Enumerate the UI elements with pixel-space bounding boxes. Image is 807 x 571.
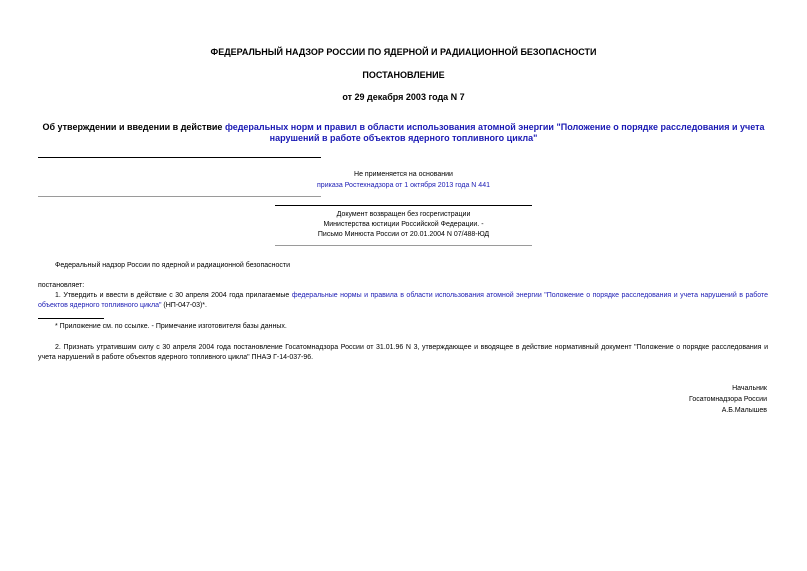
notice-ministry: Министерства юстиции Российской Федерации. - <box>323 221 484 228</box>
decree-text: постановляет: <box>38 282 85 289</box>
paragraph-1 <box>38 291 768 311</box>
paragraph-1-suffix: (НП-047-03)*. <box>161 302 207 309</box>
separator-line <box>38 196 321 197</box>
title-prefix: Об утверждении и введении в действие <box>42 122 225 132</box>
document-type: ПОСТАНОВЛЕНИЕ <box>362 70 445 80</box>
signature-role: Начальник <box>732 385 767 392</box>
paragraph-1-prefix: 1. Утвердить и ввести в действие с 30 апреля 2004 года прилагаемые <box>55 292 292 299</box>
document-title <box>40 122 767 144</box>
footnote-line <box>38 318 104 319</box>
notice-bottom-line <box>275 245 532 246</box>
notice-letter: Письмо Минюста России от 20.01.2004 N 07/488-ЮД <box>317 231 490 238</box>
paragraph-2: 2. Признать утратившим силу с 30 апреля 2004 года постановление Госатомнадзора России от 31.01.96 N 3, утверждающее и вводящее в действие нормативный документ "Положение о порядке расследования и учета нарушений в работе объектов ядерного топливного цикла" ПНАЭ Г-14-037-96. <box>38 344 768 361</box>
notice-top-line <box>275 205 532 206</box>
document-date: от 29 декабря 2003 года N 7 <box>342 92 465 102</box>
signature-org: Госатомнадзора России <box>689 396 767 403</box>
notice-not-applied: Не применяется на основании <box>354 171 453 178</box>
footnote-text: * Приложение см. по ссылке. - Примечание изготовителя базы данных. <box>55 323 287 330</box>
title-link[interactable]: федеральных норм и правил в области использования атомной энергии "Положение о порядке расследования и учета нарушений в работе объектов ядерного топливного цикла" <box>224 122 765 143</box>
separator-line <box>38 157 321 158</box>
signature-name: А.Б.Малышев <box>721 407 767 414</box>
issuer-text: Федеральный надзор России по ядерной и радиационной безопасности <box>55 262 291 269</box>
agency-title: ФЕДЕРАЛЬНЫЙ НАДЗОР РОССИИ ПО ЯДЕРНОЙ И РАДИАЦИОННОЙ БЕЗОПАСНОСТИ <box>210 47 597 57</box>
notice-returned: Документ возвращен без госрегистрации <box>336 211 471 218</box>
notice-order-link[interactable]: приказа Ростехнадзора от 1 октября 2013 года N 441 <box>317 182 490 189</box>
paragraph-1-link[interactable]: федеральные нормы и правила в области использования атомной энергии "Положение о порядке расследования и учета нарушений в работе объектов ядерного топливного цикла" <box>38 292 769 309</box>
